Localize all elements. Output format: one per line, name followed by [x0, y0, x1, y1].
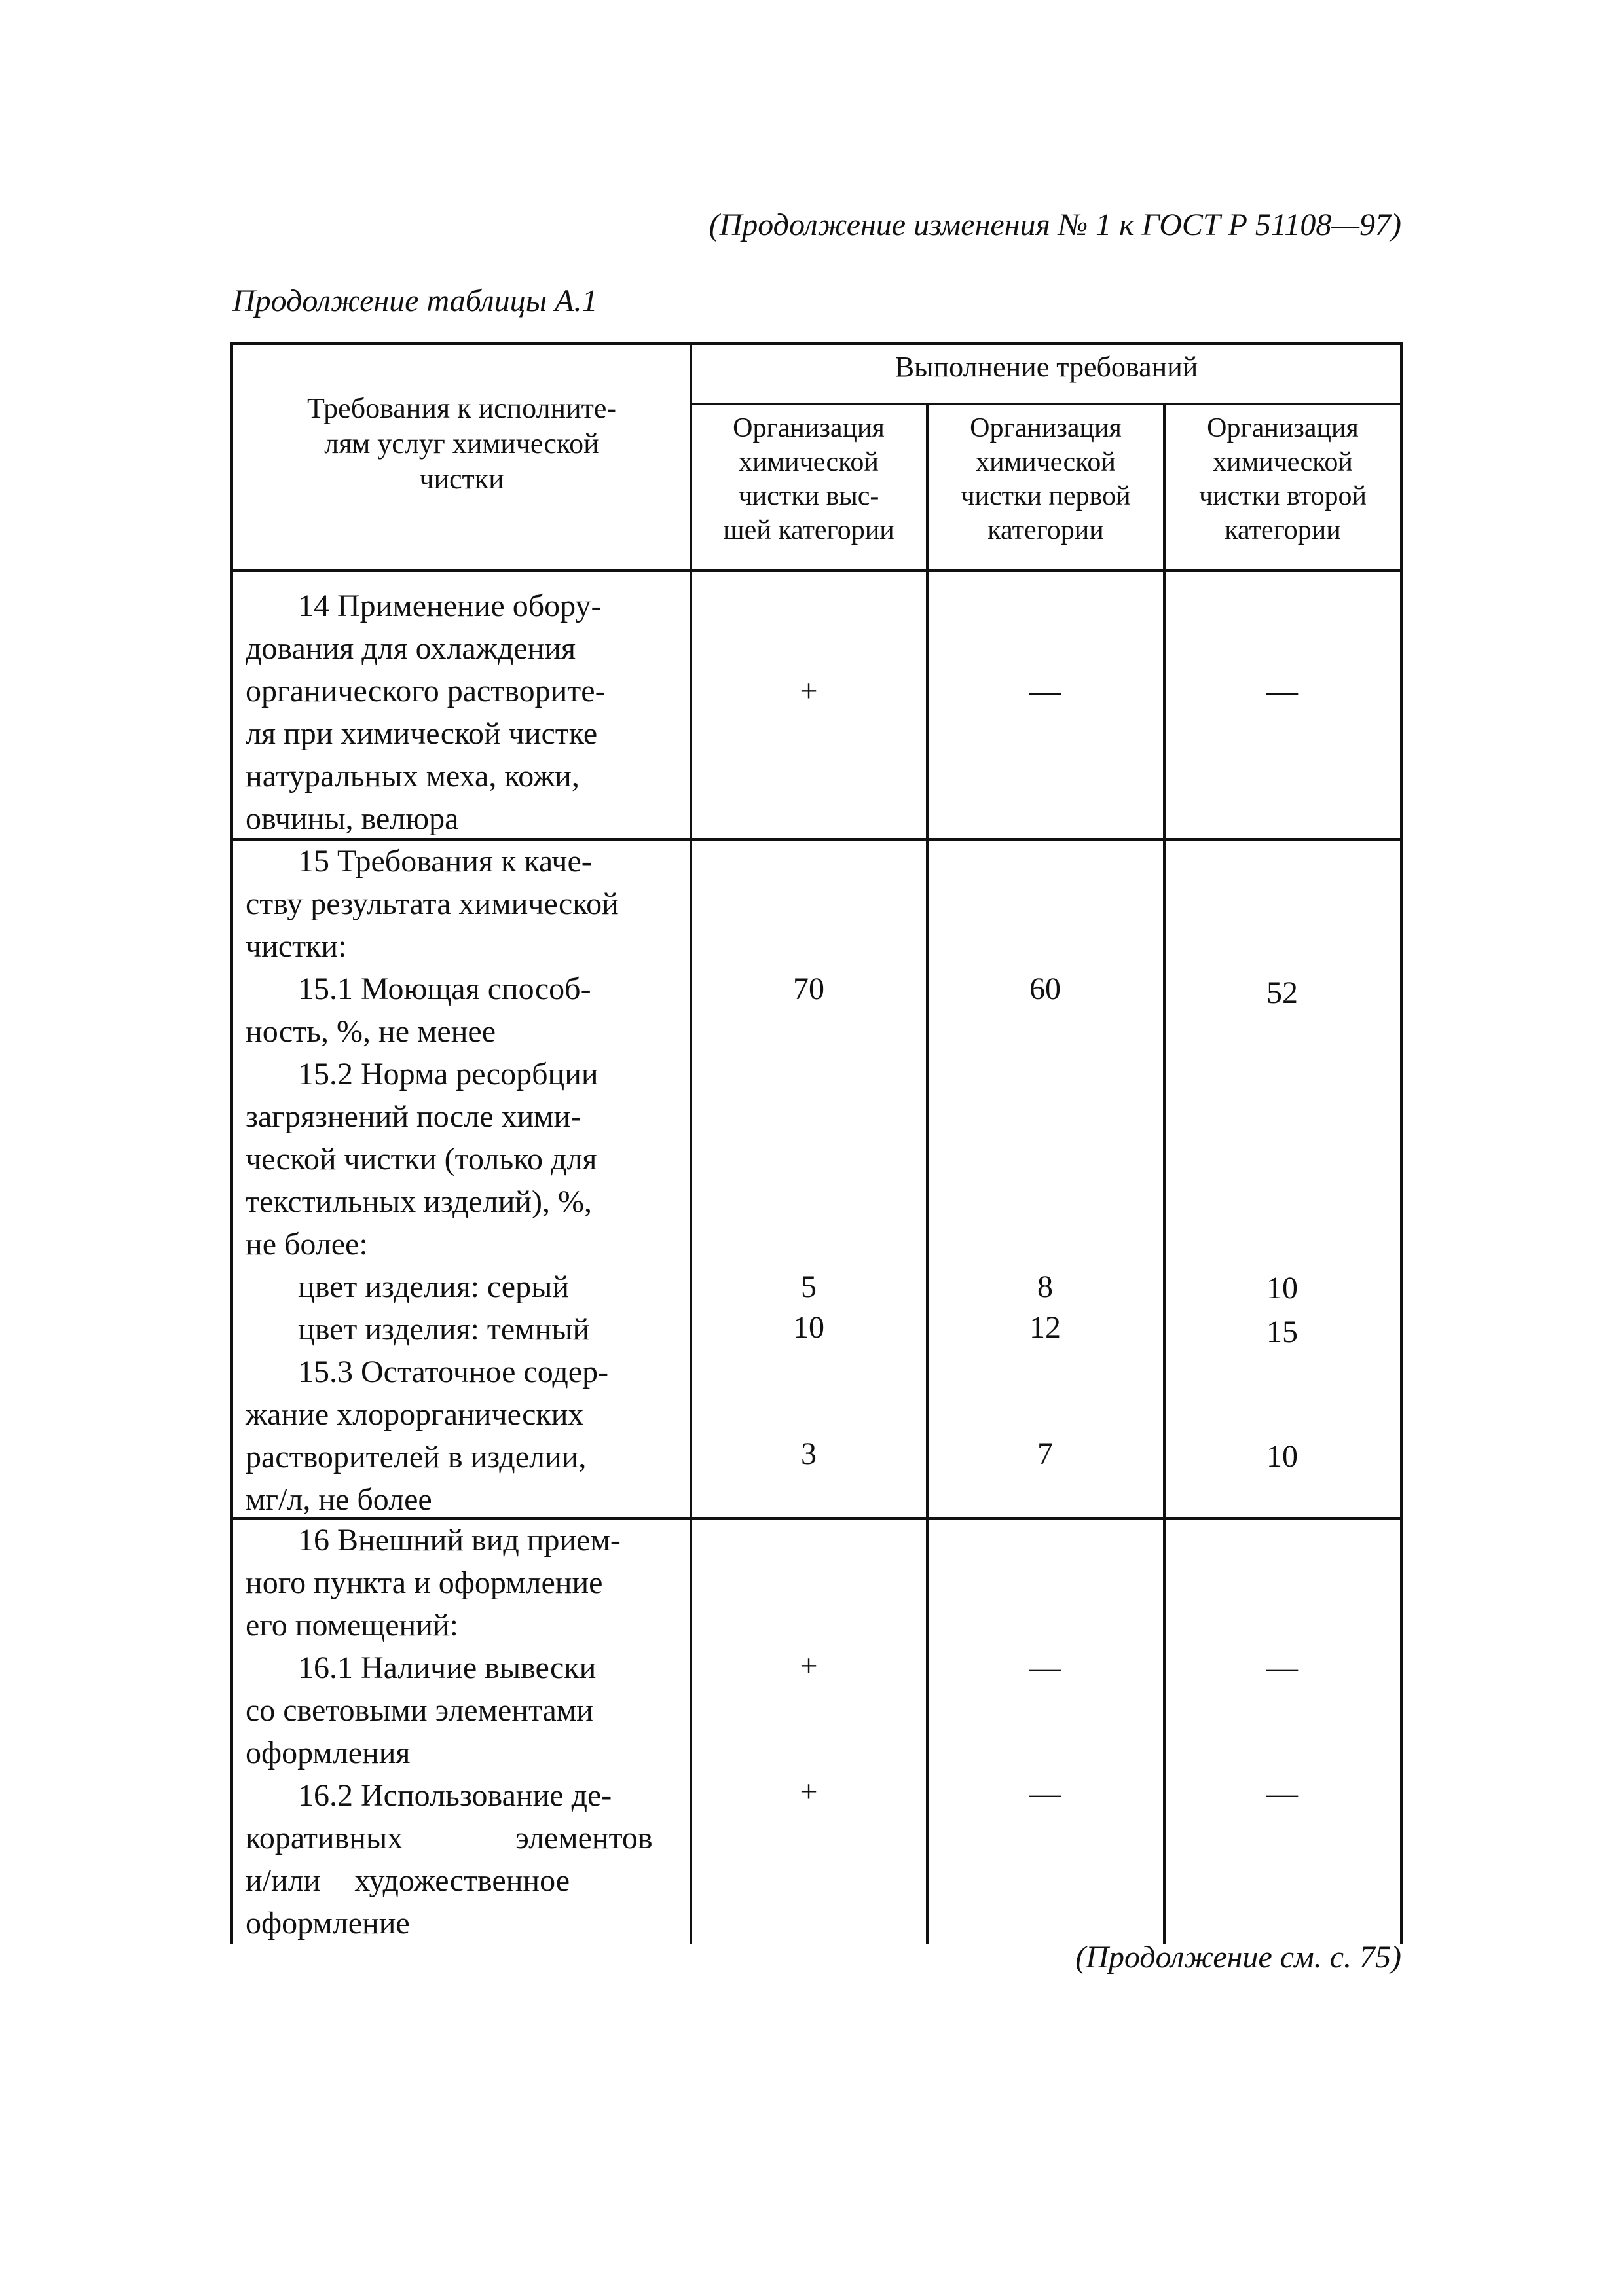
req-line: 16.1 Наличие вывески: [298, 1650, 597, 1685]
header-bottom-rule: [230, 569, 1403, 572]
req-line: 15 Требования к каче-: [298, 844, 592, 879]
row-15-dark-first: 12: [1029, 1310, 1061, 1345]
row-16-1-high: +: [800, 1649, 818, 1683]
req-line: не более:: [246, 1227, 368, 1262]
table-caption: Продолжение таблицы А.1: [232, 283, 598, 318]
header-line: шей категории: [723, 515, 894, 545]
col-divider-3: [1163, 404, 1166, 1944]
header-note: (Продолжение изменения № 1 к ГОСТ Р 51108—97): [709, 208, 1401, 242]
req-line: 14 Применение обору-: [298, 589, 602, 623]
header-line: химической: [1213, 447, 1353, 477]
header-requirements-line: Требования к исполните-: [306, 392, 617, 424]
header-line: категории: [987, 515, 1104, 545]
header-requirements-line: чистки: [419, 463, 504, 495]
header-high-category: [693, 411, 925, 547]
header-line: Организация: [970, 413, 1122, 443]
row-14-second: —: [1266, 674, 1298, 708]
row-16-2-first: —: [1029, 1776, 1061, 1811]
row-15-grey-high: 5: [801, 1269, 817, 1304]
req-line: оформления: [246, 1736, 411, 1770]
req-line: 15.2 Норма ресорбции: [298, 1057, 599, 1091]
req-line: органического растворите-: [246, 674, 606, 708]
header-line: Организация: [1207, 413, 1359, 443]
row-15-grey-first: 8: [1037, 1269, 1053, 1304]
header-line: химической: [739, 447, 879, 477]
row-15-dark-second: 15: [1266, 1315, 1298, 1349]
row-15-requirement: [246, 840, 678, 1521]
row-16-1-second: —: [1266, 1650, 1298, 1685]
req-line: ческой чистки (только для: [246, 1142, 597, 1176]
req-line: мг/л, не более: [246, 1482, 432, 1517]
header-line: категории: [1225, 515, 1341, 545]
row-15-3-second: 10: [1266, 1439, 1298, 1474]
req-line: 15.1 Моющая способ-: [298, 972, 591, 1006]
req-line: жание хлорорганических: [246, 1397, 584, 1432]
req-line: 15.3 Остаточное содер-: [298, 1355, 609, 1389]
row-15-1-high: 70: [793, 972, 824, 1006]
req-line: растворителей в изделии,: [246, 1440, 587, 1474]
req-line: цвет изделия: темный: [298, 1312, 590, 1347]
row-16-requirement: [246, 1519, 678, 1944]
col-divider-1: [690, 342, 692, 1944]
header-line: Организация: [733, 413, 885, 443]
req-line: чистки:: [246, 929, 347, 964]
header-line: чистки выс-: [738, 481, 879, 511]
left-border: [230, 342, 233, 1944]
right-border: [1400, 342, 1403, 1944]
req-line: ность, %, не менее: [246, 1014, 496, 1049]
header-group: Выполнение требований: [894, 351, 1198, 383]
footer-note: (Продолжение см. с. 75): [1075, 1940, 1401, 1975]
header-line: чистки первой: [961, 481, 1131, 511]
req-line: ству результата химической: [246, 886, 619, 921]
row-16-1-first: —: [1029, 1650, 1061, 1685]
row-15-1-first: 60: [1029, 972, 1061, 1006]
header-line: химической: [976, 447, 1116, 477]
row-15-3-high: 3: [801, 1436, 817, 1471]
req-line: и/или художественное: [246, 1863, 570, 1898]
header-requirements-line: лям услуг химической: [324, 428, 599, 460]
req-line: овчины, велюра: [246, 801, 459, 836]
req-line: натуральных меха, кожи,: [246, 759, 580, 793]
row-14-first: —: [1029, 674, 1061, 708]
col-divider-2: [926, 404, 929, 1944]
req-line: 16.2 Использование де-: [298, 1778, 612, 1813]
header-second-category: [1166, 411, 1399, 547]
req-line: ля при химической чистке: [246, 716, 598, 751]
header-line: чистки второй: [1198, 481, 1367, 511]
req-line: 16 Внешний вид прием-: [298, 1523, 621, 1558]
req-line: коративных элементов: [246, 1821, 653, 1855]
row-14-requirement: [246, 585, 678, 840]
row-15-1-second: 52: [1266, 975, 1298, 1010]
req-line: со световыми элементами: [246, 1693, 593, 1728]
req-line: его помещений:: [246, 1608, 458, 1643]
req-line: текстильных изделий), %,: [246, 1184, 592, 1219]
row-15-dark-high: 10: [793, 1310, 824, 1345]
header-first-category: [929, 411, 1162, 547]
req-line: оформление: [246, 1906, 410, 1941]
group-header-rule: [690, 403, 1403, 405]
table-top-rule: [230, 342, 1403, 345]
header-requirements: [236, 391, 688, 497]
req-line: дования для охлаждения: [246, 631, 576, 666]
req-line: цвет изделия: серый: [298, 1269, 570, 1304]
req-line: загрязнений после хими-: [246, 1099, 581, 1134]
req-line: ного пункта и оформление: [246, 1565, 603, 1600]
row-16-2-second: —: [1266, 1776, 1298, 1811]
row-15-grey-second: 10: [1266, 1271, 1298, 1305]
row-14-high: +: [800, 674, 818, 708]
row-15-3-first: 7: [1037, 1436, 1053, 1471]
row-16-2-high: +: [800, 1774, 818, 1809]
